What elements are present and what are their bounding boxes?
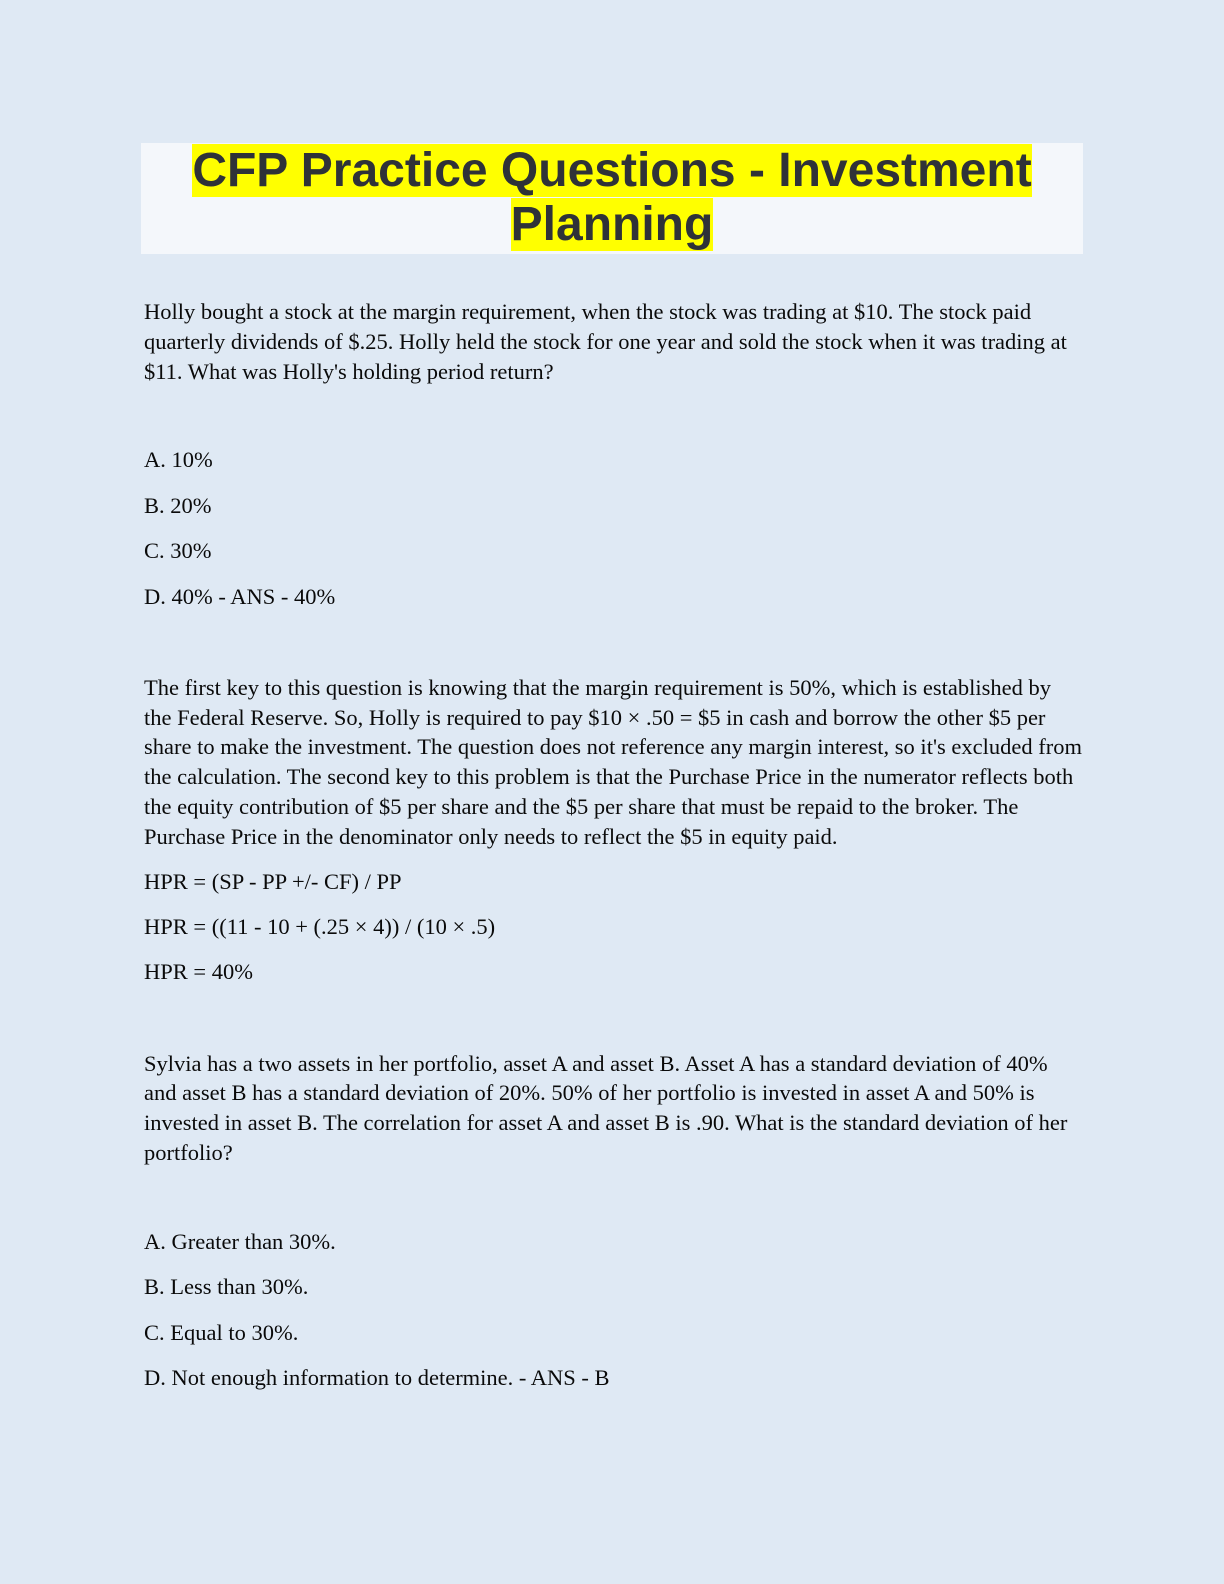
title-line-2: Planning <box>510 198 714 251</box>
question-1-text: Holly bought a stock at the margin requirement, when the stock was trading at $10. The stock paid quarterly dividends of $.25. Holly held the stock for one year and sold the stock when it was trading at $11. What was Holly's holding period return? <box>144 299 1067 384</box>
formula-1: HPR = (SP - PP +/- CF) / PP <box>144 868 402 894</box>
title-box <box>141 143 1083 254</box>
question-2-text: Sylvia has a two assets in her portfolio, asset A and asset B. Asset A has a standard deviation of 40% and asset B has a standard deviation of 20%. 50% of her portfolio is invested in asset A and 50% is invested in asset B. The correlation for asset A and asset B is .90. What is the standard deviation of her portfolio? <box>144 1050 1068 1166</box>
question-2-option-c: C. Equal to 30%. <box>144 1319 299 1345</box>
question-1-explanation: The first key to this question is knowing that the margin requirement is 50%, which is established by the Federal Reserve. So, Holly is required to pay $10 × .50 = $5 in cash and borrow the other $5 per share to make the investment. The question does not reference any margin interest, so it's excluded from the calculation. The second key to this problem is that the Purchase Price in the numerator reflects both the equity contribution of $5 per share and the $5 per share that must be repaid to the broker. The Purchase Price in the denominator only needs to reflect the $5 in equity paid. <box>144 674 1082 849</box>
question-2-option-d: D. Not enough information to determine. - ANS - B <box>144 1365 610 1391</box>
title-line-1: CFP Practice Questions - Investment <box>192 144 1032 197</box>
page-title <box>141 143 1083 252</box>
question-1-option-a: A. 10% <box>144 447 213 473</box>
formula-2: HPR = ((11 - 10 + (.25 × 4)) / (10 × .5) <box>144 913 496 939</box>
question-2-option-a: A. Greater than 30%. <box>144 1228 336 1254</box>
document-body <box>144 297 1084 1393</box>
question-1-option-d: D. 40% - ANS - 40% <box>144 583 336 609</box>
question-1-option-c: C. 30% <box>144 538 212 564</box>
formula-3: HPR = 40% <box>144 958 253 984</box>
question-2-option-b: B. Less than 30%. <box>144 1274 309 1300</box>
question-1-option-b: B. 20% <box>144 492 212 518</box>
